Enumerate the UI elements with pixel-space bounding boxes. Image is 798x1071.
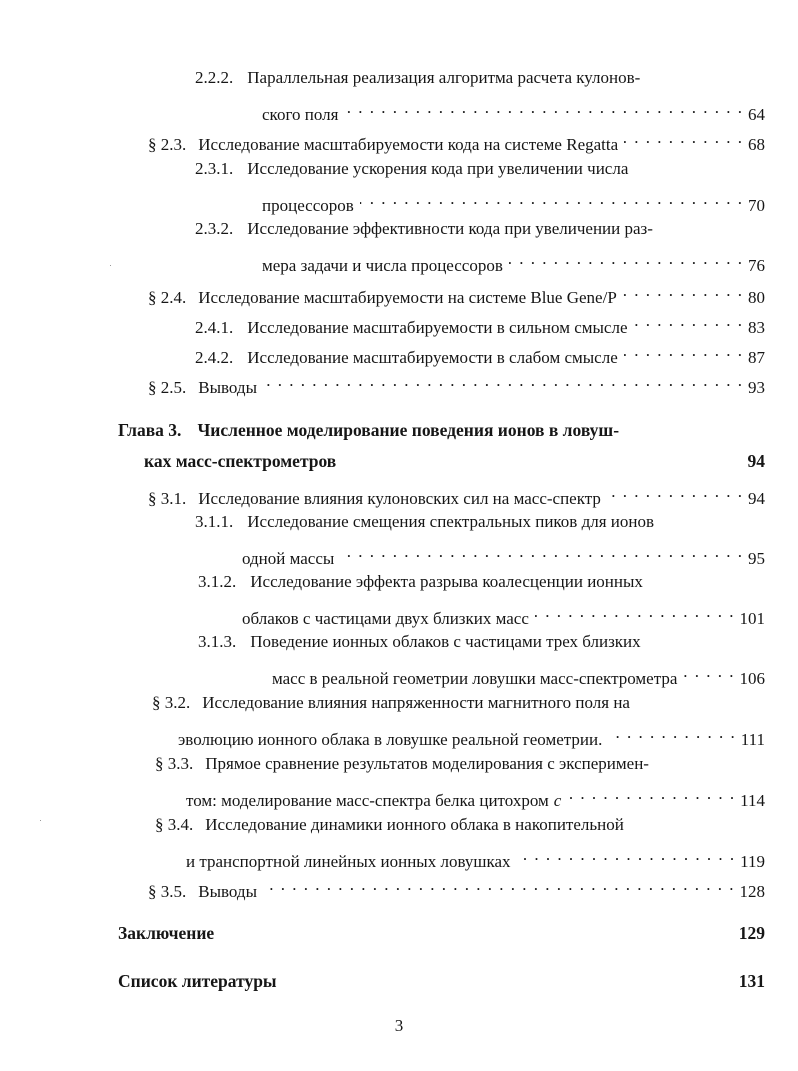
section-title-cont: том: моделирование масс-спектра белка цитохром (186, 791, 549, 810)
toc-entry-3-3[interactable] (155, 752, 765, 776)
page-number: 94 (747, 451, 765, 471)
page-number: 106 (739, 669, 765, 688)
section-title: Исследование эффекта разрыва коалесценции ионных (250, 572, 643, 591)
section-title: Исследование ускорения кода при увеличении числа (247, 159, 629, 178)
scan-speck (40, 820, 41, 821)
section-title: Исследование эффективности кода при увеличении раз- (247, 219, 653, 238)
page-number: 76 (748, 256, 765, 275)
page-number: 93 (748, 378, 765, 397)
section-number: § 2.5. (148, 378, 187, 397)
section-number: 2.2.2. (195, 68, 234, 87)
section-title: Исследование масштабируемости на системе Blue Gene/P (198, 288, 617, 307)
page-number: 68 (748, 135, 765, 154)
page-number: 64 (748, 105, 765, 124)
toc-entry-3-1[interactable] (148, 480, 765, 508)
references-title: Список литературы (118, 971, 277, 991)
toc-chapter-3[interactable] (118, 418, 765, 442)
dot-leader (624, 126, 742, 150)
toc-entry-3-1-2[interactable] (198, 570, 765, 594)
dot-leader (344, 96, 742, 120)
toc-entry-2-3[interactable] (148, 126, 765, 154)
page-number: 114 (740, 791, 765, 810)
toc-entry-2-3-2-cont[interactable] (262, 247, 765, 275)
page-number: 83 (748, 318, 765, 337)
section-title: Выводы (198, 378, 258, 397)
section-number: 3.1.2. (198, 572, 237, 591)
section-title-cont: ского поля (262, 105, 339, 124)
section-number: § 3.3. (155, 754, 194, 773)
section-title: Исследование смещения спектральных пиков для ионов (247, 512, 655, 531)
toc-entry-3-3-cont[interactable] (186, 782, 765, 810)
page-number: 87 (748, 348, 765, 367)
section-title: Исследование масштабируемости в слабом смысле (247, 348, 618, 367)
toc-entry-3-1-3-cont[interactable] (272, 660, 765, 688)
section-number: 3.1.1. (195, 512, 234, 531)
toc-entry-3-5[interactable] (148, 873, 765, 901)
dot-leader (535, 600, 734, 624)
section-title: Исследование масштабируемости в сильном смысле (247, 318, 628, 337)
page-number: 119 (740, 852, 765, 871)
section-title: Исследование влияния напряженности магнитного поля на (202, 693, 630, 712)
section-title: Параллельная реализация алгоритма расчета кулонов- (247, 68, 641, 87)
chapter-title-cont: ках масс-спектрометров (144, 451, 337, 471)
section-number: § 3.2. (152, 693, 191, 712)
page-number: 80 (748, 288, 765, 307)
section-number: 2.3.1. (195, 159, 234, 178)
section-title-cont: эволюцию ионного облака в ловушке реальной геометрии. (178, 730, 603, 749)
section-title-cont: одной массы (242, 549, 335, 568)
section-title: Прямое сравнение результатов моделирования с эксперимен- (205, 754, 649, 773)
section-number: § 2.3. (148, 135, 187, 154)
section-title: Выводы (198, 882, 258, 901)
page-number: 70 (748, 196, 765, 215)
page-number: 131 (738, 971, 765, 991)
toc-entry-3-2[interactable] (152, 691, 765, 715)
section-title-cont: и транспортной линейных ионных ловушках (186, 852, 511, 871)
toc-entry-2-4-1[interactable] (195, 309, 765, 337)
dot-leader (608, 721, 734, 745)
chapter-number: Глава 3. (118, 420, 182, 440)
toc-entry-2-2-2[interactable] (195, 66, 765, 90)
page-number: 111 (740, 730, 765, 749)
section-title: Исследование динамики ионного облака в накопительной (205, 815, 624, 834)
section-number: § 3.5. (148, 882, 187, 901)
section-title-cont: масс в реальной геометрии ловушки масс-спектрометра (272, 669, 678, 688)
section-title-cont: облаков с частицами двух близких масс (242, 609, 529, 628)
section-number: § 3.4. (155, 815, 194, 834)
dot-leader (624, 339, 742, 363)
section-number: § 2.4. (148, 288, 187, 307)
conclusion-title: Заключение (118, 923, 215, 943)
dot-leader (509, 247, 742, 271)
toc-entry-2-5[interactable] (148, 369, 765, 397)
section-number: § 3.1. (148, 489, 187, 508)
toc-entry-2-4[interactable] (148, 279, 765, 307)
toc-entry-3-1-1[interactable] (195, 510, 765, 534)
toc-entry-2-4-2[interactable] (195, 339, 765, 367)
section-title: Поведение ионных облаков с частицами трех близких (250, 632, 641, 651)
toc-entry-3-1-3[interactable] (198, 630, 765, 654)
dot-leader (634, 309, 742, 333)
toc-entry-3-2-cont[interactable] (178, 721, 765, 749)
page-number: 129 (738, 923, 765, 943)
scan-speck (110, 265, 111, 266)
dot-leader (360, 187, 742, 211)
dot-leader (340, 540, 742, 564)
toc-entry-3-4[interactable] (155, 813, 765, 837)
chapter-title: Численное моделирование поведения ионов в ловуш- (197, 420, 620, 440)
dot-leader (567, 782, 734, 806)
toc-chapter-3-cont[interactable] (144, 449, 765, 473)
dot-leader (517, 843, 735, 867)
section-number: 2.4.1. (195, 318, 234, 337)
page-number: 95 (748, 549, 765, 568)
section-title: Исследование влияния кулоновских сил на масс-спектр (198, 489, 601, 508)
toc-entry-3-1-2-cont[interactable] (242, 600, 765, 628)
section-title-cont: процессоров (262, 196, 354, 215)
toc-entry-2-3-2[interactable] (195, 217, 765, 241)
page-footer-number: 3 (394, 1016, 404, 1035)
dot-leader (683, 660, 733, 684)
section-title: Исследование масштабируемости кода на системе Regatta (198, 135, 619, 154)
section-number: 3.1.3. (198, 632, 237, 651)
page-number: 128 (739, 882, 765, 901)
section-title-cont: мера задачи и числа процессоров (262, 256, 503, 275)
section-number: 2.4.2. (195, 348, 234, 367)
page-number: 94 (748, 489, 765, 508)
toc-entry-2-3-1[interactable] (195, 157, 765, 181)
dot-leader (607, 480, 742, 504)
toc-entry-3-1-1-cont[interactable] (242, 540, 765, 568)
section-number: 2.3.2. (195, 219, 234, 238)
toc-entry-2-2-2-cont[interactable] (262, 96, 765, 124)
toc-references[interactable] (118, 969, 765, 993)
page-number: 101 (739, 609, 765, 628)
toc-entry-3-4-cont[interactable] (186, 843, 765, 871)
dot-leader (623, 279, 742, 303)
dot-leader (263, 873, 733, 897)
section-title-italic: c (553, 791, 562, 810)
dot-leader (263, 369, 742, 393)
toc-entry-2-3-1-cont[interactable] (262, 187, 765, 215)
toc-conclusion[interactable] (118, 921, 765, 945)
